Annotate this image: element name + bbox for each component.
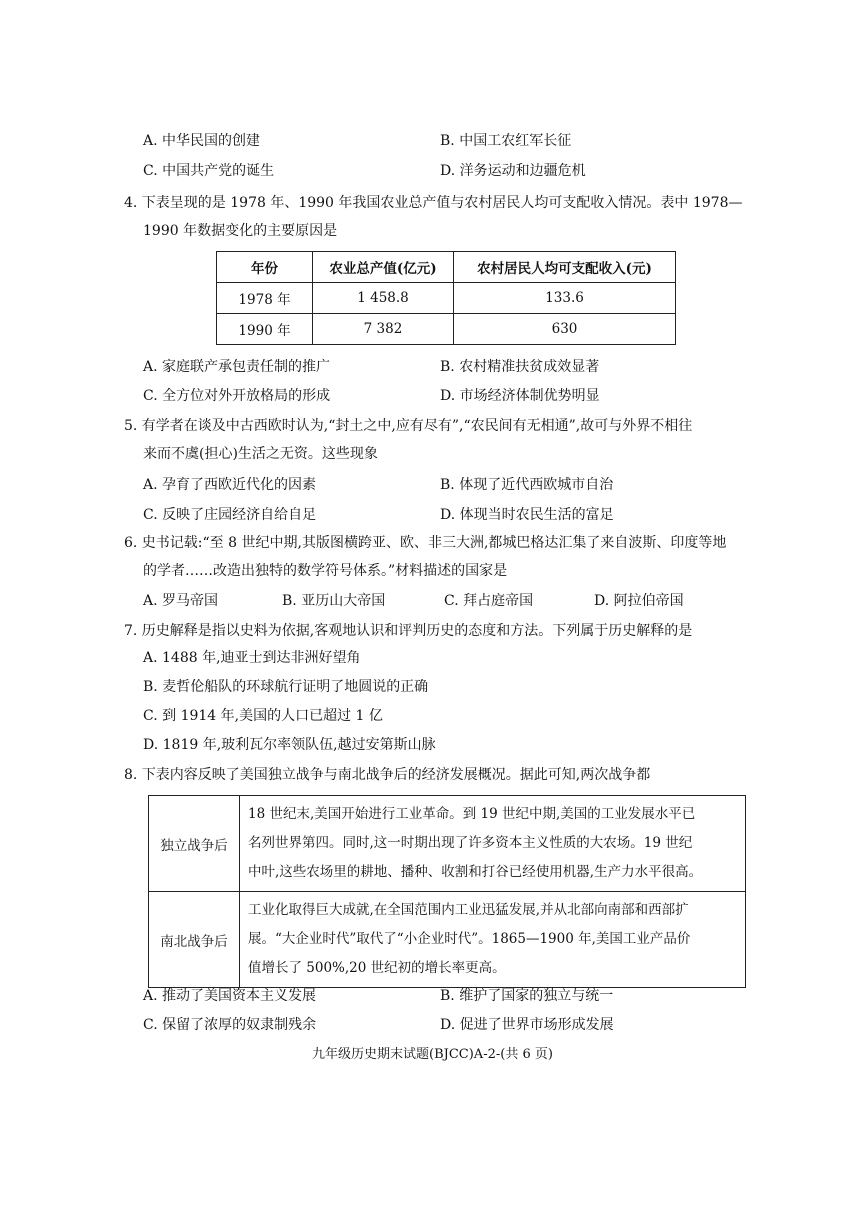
table-cell-line: 中叶,这些农场里的耕地、播种、收割和打谷已经使用机器,生产力水平很高。 xyxy=(248,864,703,880)
q5-stem-line-1: 5. 有学者在谈及中古西欧时认为,“封土之中,应有尽有”,“农民间有无相通”,故可与外界不相往 xyxy=(124,418,693,434)
table-cell: 133.6 xyxy=(454,283,676,314)
table-row-label: 独立战争后 xyxy=(149,796,240,892)
table-cell-line: 18 世纪末,美国开始进行工业革命。到 19 世纪中期,美国的工业发展水平已 xyxy=(248,806,696,822)
q8-option-c: C. 保留了浓厚的奴隶制残余 xyxy=(143,1017,317,1033)
table-cell-line: 工业化取得巨大成就,在全国范围内工业迅猛发展,并从北部向南部和西部扩 xyxy=(248,902,689,918)
q6-stem-line-1: 6. 史书记载:“至 8 世纪中期,其版图横跨亚、欧、非三大洲,都城巴格达汇集了来自波斯、印度等地 xyxy=(124,535,727,551)
q7-option-a: A. 1488 年,迪亚士到达非洲好望角 xyxy=(143,650,361,666)
q8-option-d: D. 促进了世界市场形成发展 xyxy=(440,1017,614,1033)
table-cell: 1978 年 xyxy=(217,283,313,314)
q3-option-d: D. 洋务运动和边疆危机 xyxy=(440,163,586,179)
q7-option-d: D. 1819 年,玻利瓦尔率领队伍,越过安第斯山脉 xyxy=(143,737,436,753)
q5-stem-line-2: 来而不虞(担心)生活之无资。这些现象 xyxy=(143,446,378,462)
table-header: 农村居民人均可支配收入(元) xyxy=(454,252,676,283)
table-cell xyxy=(240,892,746,988)
table-cell: 630 xyxy=(454,314,676,345)
table-row xyxy=(217,314,676,345)
us-economy-table xyxy=(148,795,746,988)
q8-option-a: A. 推动了美国资本主义发展 xyxy=(143,988,317,1004)
agriculture-income-table xyxy=(216,251,676,345)
q6-option-c: C. 拜占庭帝国 xyxy=(444,593,534,609)
q4-stem-line-1: 4. 下表呈现的是 1978 年、1990 年我国农业总产值与农村居民人均可支配收入情况。表中 1978— xyxy=(124,195,743,211)
q5-option-c: C. 反映了庄园经济自给自足 xyxy=(143,507,317,523)
table-header-row xyxy=(217,252,676,283)
q3-option-b: B. 中国工农红军长征 xyxy=(440,133,572,149)
q4-option-a: A. 家庭联产承包责任制的推广 xyxy=(143,359,331,375)
q4-stem-line-2: 1990 年数据变化的主要原因是 xyxy=(143,223,338,239)
q5-option-b: B. 体现了近代西欧城市自治 xyxy=(440,477,614,493)
q3-option-a: A. 中华民国的创建 xyxy=(143,133,261,149)
table-cell-line: 名列世界第四。同时,这一时期出现了许多资本主义性质的大农场。19 世纪 xyxy=(248,835,693,851)
table-cell: 7 382 xyxy=(313,314,454,345)
q7-stem: 7. 历史解释是指以史料为依据,客观地认识和评判历史的态度和方法。下列属于历史解释的是 xyxy=(124,623,693,639)
table-row xyxy=(217,283,676,314)
q6-option-b: B. 亚历山大帝国 xyxy=(282,593,386,609)
table-cell-line: 值增长了 500%,20 世纪初的增长率更高。 xyxy=(248,960,506,976)
page-footer: 九年级历史期末试题(BJCC)A-2-(共 6 页) xyxy=(312,1047,553,1062)
q4-option-d: D. 市场经济体制优势明显 xyxy=(440,388,600,404)
q7-option-b: B. 麦哲伦船队的环球航行证明了地圆说的正确 xyxy=(143,679,429,695)
q8-option-b: B. 维护了国家的独立与统一 xyxy=(440,988,614,1004)
table-row xyxy=(149,796,746,892)
q5-option-a: A. 孕育了西欧近代化的因素 xyxy=(143,477,317,493)
table-cell: 1 458.8 xyxy=(313,283,454,314)
table-row xyxy=(149,892,746,988)
q3-option-c: C. 中国共产党的诞生 xyxy=(143,163,275,179)
table-row-label: 南北战争后 xyxy=(149,892,240,988)
q8-stem: 8. 下表内容反映了美国独立战争与南北战争后的经济发展概况。据此可知,两次战争都 xyxy=(124,767,651,783)
q5-option-d: D. 体现当时农民生活的富足 xyxy=(440,507,614,523)
table-cell xyxy=(240,796,746,892)
table-header: 年份 xyxy=(217,252,313,283)
q6-option-a: A. 罗马帝国 xyxy=(143,593,219,609)
q6-stem-line-2: 的学者……改造出独特的数学符号体系。”材料描述的国家是 xyxy=(143,563,508,579)
table-cell-line: 展。“大企业时代”取代了“小企业时代”。1865—1900 年,美国工业产品价 xyxy=(248,931,691,947)
q4-option-c: C. 全方位对外开放格局的形成 xyxy=(143,388,331,404)
table-header: 农业总产值(亿元) xyxy=(313,252,454,283)
q6-option-d: D. 阿拉伯帝国 xyxy=(594,593,684,609)
q4-option-b: B. 农村精准扶贫成效显著 xyxy=(440,359,600,375)
q7-option-c: C. 到 1914 年,美国的人口已超过 1 亿 xyxy=(143,708,383,724)
table-cell: 1990 年 xyxy=(217,314,313,345)
